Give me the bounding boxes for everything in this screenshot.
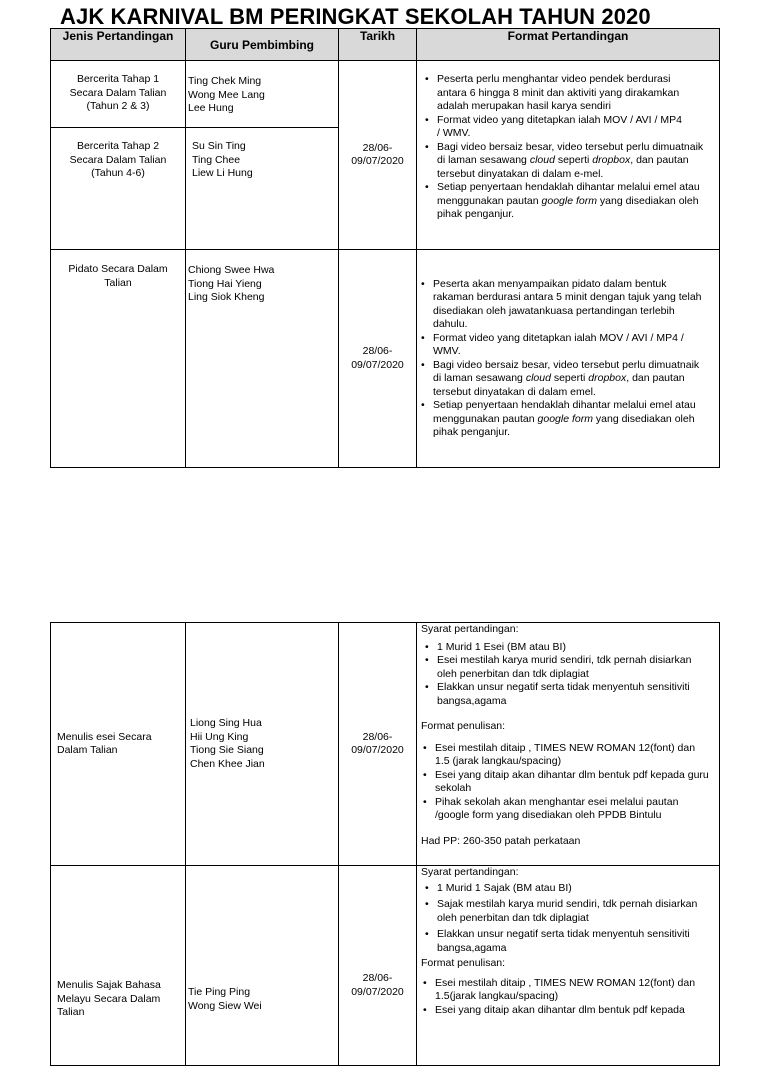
format-description — [417, 61, 720, 250]
word-limit: Had PP: 260-350 patah perkataan — [421, 834, 581, 847]
syarat-label: Syarat pertandingan: — [421, 866, 519, 878]
event-name: Pidato Secara Dalam Talian — [51, 250, 186, 468]
syarat-list — [421, 882, 711, 956]
event-name: Bercerita Tahap 1 Secara Dalam Talian (Tahun 2 & 3) — [51, 61, 186, 128]
teacher-list: Tie Ping Ping Wong Siew Wei — [186, 866, 339, 1066]
syarat-item: • 1 Murid 1 Sajak (BM atau BI) — [423, 882, 711, 896]
event-date: 28/06- 09/07/2020 — [339, 623, 417, 866]
header-tarikh: Tarikh — [339, 29, 417, 61]
competition-table-1 — [50, 28, 720, 468]
format-item: • Esei mestilah ditaip , TIMES NEW ROMAN 12(font) dan 1.5(jarak langkau/spacing) — [421, 977, 711, 1004]
format-item: • Esei mestilah ditaip , TIMES NEW ROMAN 12(font) dan 1.5 (jarak langkau/spacing) — [421, 742, 711, 769]
competition-table-2 — [50, 622, 720, 1066]
format-item: • Setiap penyertaan hendaklah dihantar melalui emel atau menggunakan pautan google form yang disediakan oleh pihak penganjur. — [423, 181, 713, 222]
format-description — [417, 623, 720, 866]
format-item: • Esei yang ditaip akan dihantar dlm bentuk pdf kepada — [421, 1004, 711, 1018]
format-item: • Format video yang ditetapkan ialah MOV / AVI / MP4 / WMV. — [419, 332, 705, 359]
syarat-item: • Esei mestilah karya murid sendiri, tdk pernah disiarkan oleh penerbitan dan tdk diplagiat — [423, 654, 711, 681]
syarat-item: • 1 Murid 1 Esei (BM atau BI) — [423, 641, 711, 655]
event-date: 28/06- 09/07/2020 — [339, 866, 417, 1066]
format-item: • Bagi video bersaiz besar, video tersebut perlu dimuatnaik di laman sesawang cloud seperti dropbox, dan pautan tersebut dinyatakan di dalam e-mel. — [423, 141, 713, 182]
format-item: • Esei yang ditaip akan dihantar dlm bentuk pdf kepada guru sekolah — [421, 769, 711, 796]
syarat-label: Syarat pertandingan: — [421, 623, 519, 635]
format-list — [421, 977, 711, 1018]
format-list — [419, 278, 705, 440]
page-title: AJK KARNIVAL BM PERINGKAT SEKOLAH TAHUN 2020 — [60, 4, 651, 29]
format-item: • Peserta perlu menghantar video pendek berdurasi antara 6 hingga 8 minit dan aktiviti yang dirakamkan adalah merupakan hasil karya sendiri — [423, 73, 713, 114]
teacher-list: Su Sin Ting Ting Chee Liew Li Hung — [186, 128, 339, 250]
format-item: • Bagi video bersaiz besar, video tersebut perlu dimuatnaik di laman sesawang cloud seperti dropbox, dan pautan tersebut dinyatakan di dalam emel. — [419, 359, 705, 400]
header-format: Format Pertandingan — [417, 29, 720, 61]
header-jenis: Jenis Pertandingan — [51, 29, 186, 61]
format-description — [417, 866, 720, 1066]
teacher-list: Chiong Swee Hwa Tiong Hai Yieng Ling Siok Kheng — [186, 250, 339, 468]
event-name: Menulis Sajak Bahasa Melayu Secara Dalam Talian — [51, 866, 186, 1066]
syarat-item: • Sajak mestilah karya murid sendiri, tdk pernah disiarkan oleh penerbitan dan tdk diplagiat — [423, 898, 711, 925]
event-name: Menulis esei Secara Dalam Talian — [51, 623, 186, 866]
format-label: Format penulisan: — [421, 720, 506, 732]
event-date: 28/06- 09/07/2020 — [339, 250, 417, 468]
format-list — [423, 73, 713, 222]
teacher-list: Ting Chek Ming Wong Mee Lang Lee Hung — [186, 61, 339, 128]
format-description — [417, 250, 720, 468]
syarat-item: • Elakkan unsur negatif serta tidak menyentuh sensitiviti bangsa,agama — [423, 928, 711, 955]
syarat-item: • Elakkan unsur negatif serta tidak menyentuh sensitiviti bangsa,agama — [423, 681, 711, 708]
format-label: Format penulisan: — [421, 957, 506, 969]
event-date: 28/06- 09/07/2020 — [339, 61, 417, 250]
format-item: • Pihak sekolah akan menghantar esei melalui pautan /google form yang disediakan oleh PPDB Bintulu — [421, 796, 711, 823]
teacher-list: Liong Sing Hua Hii Ung King Tiong Sie Siang Chen Khee Jian — [186, 623, 339, 866]
format-list — [421, 742, 711, 823]
event-name: Bercerita Tahap 2 Secara Dalam Talian (Tahun 4-6) — [51, 128, 186, 250]
format-item: • Setiap penyertaan hendaklah dihantar melalui emel atau menggunakan pautan google form yang disediakan oleh pihak penganjur. — [419, 399, 705, 440]
header-guru: Guru Pembimbing — [186, 29, 339, 61]
format-item: • Format video yang ditetapkan ialah MOV / AVI / MP4 / WMV. — [423, 114, 713, 141]
syarat-list — [421, 641, 711, 709]
format-item: • Peserta akan menyampaikan pidato dalam bentuk rakaman berdurasi antara 5 minit dengan tajuk yang telah disediakan oleh jawatankuasa pertandingan terlebih dahulu. — [419, 278, 705, 332]
